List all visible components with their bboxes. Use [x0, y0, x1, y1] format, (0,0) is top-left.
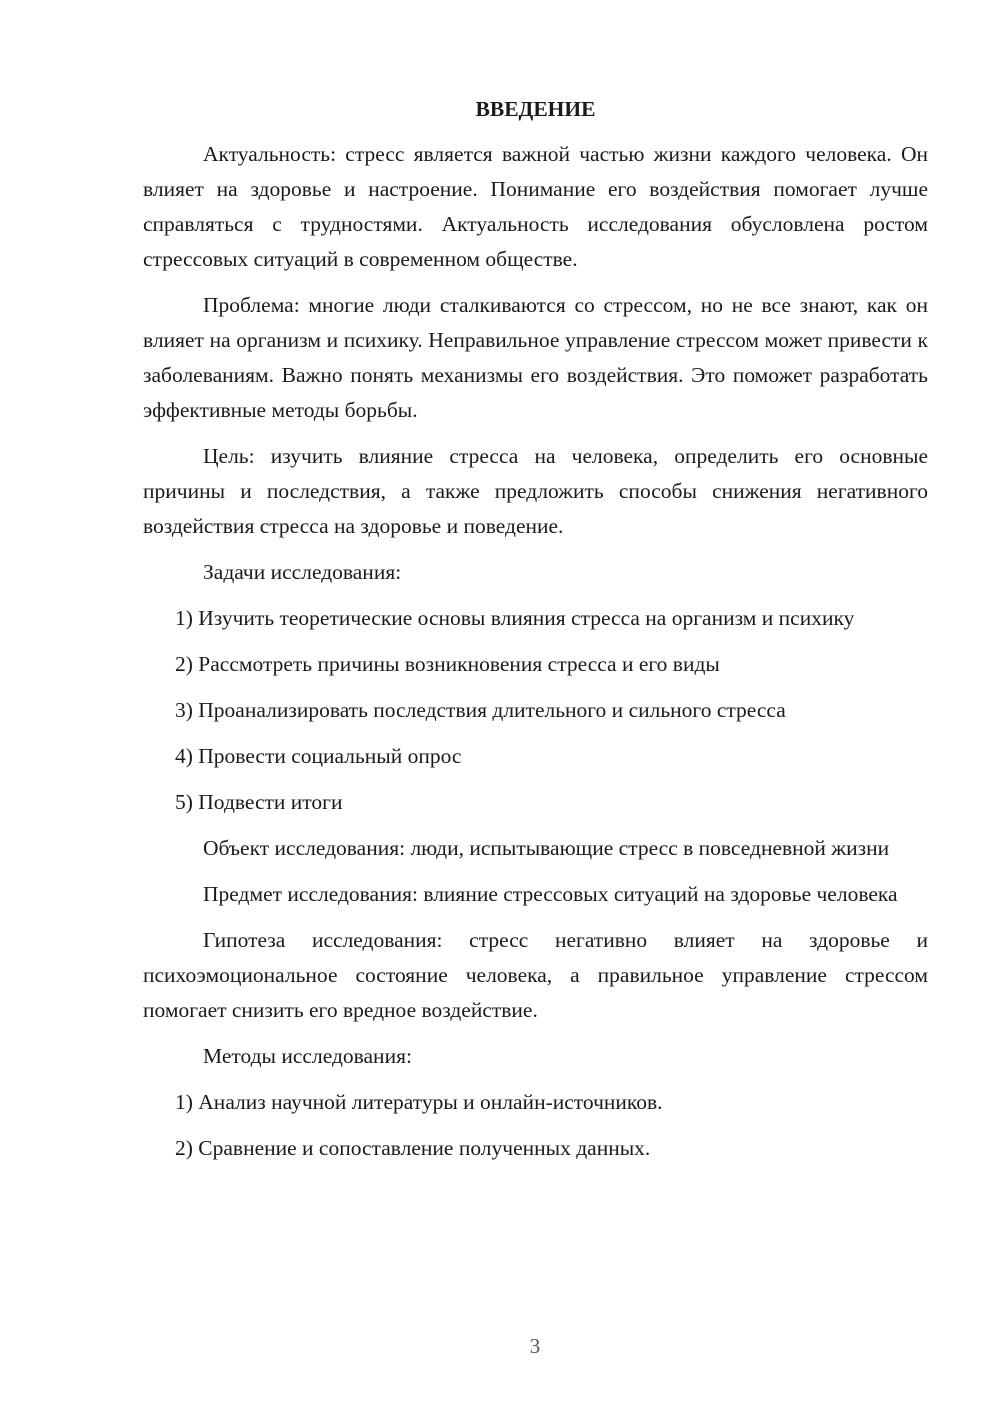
document-title: ВВЕДЕНИЕ	[475, 97, 596, 121]
list-item: 2) Рассмотреть причины возникновения стресса и его виды	[175, 652, 720, 676]
paragraph-subject: Предмет исследования: влияние стрессовых ситуаций на здоровье человека	[203, 882, 898, 906]
page-number: 3	[529, 1334, 541, 1358]
paragraph-relevance: Актуальность: стресс является важной частью жизни каждого человека. Он влияет на здоровье и настроение. Понимание его воздействия помогает лучше справляться с трудностями. Актуальность исследования обусловлена ростом стрессовых ситуаций в современном обществе.	[143, 142, 928, 271]
paragraph-problem: Проблема: многие люди сталкиваются со стрессом, но не все знают, как он влияет на организм и психику. Неправильное управление стрессом может привести к заболеваниям. Важно понять механизмы его воздействия. Это поможет разработать эффективные методы борьбы.	[143, 293, 928, 422]
paragraph-hypothesis: Гипотеза исследования: стресс негативно влияет на здоровье и психоэмоциональное состояние человека, а правильное управление стрессом помогает снизить его вредное воздействие.	[143, 928, 928, 1022]
list-item: 1) Изучить теоретические основы влияния стресса на организм и психику	[175, 606, 855, 630]
list-item: 2) Сравнение и сопоставление полученных данных.	[175, 1136, 651, 1160]
list-item: 1) Анализ научной литературы и онлайн-источников.	[175, 1090, 663, 1114]
tasks-heading: Задачи исследования:	[203, 560, 402, 584]
list-item: 3) Проанализировать последствия длительного и сильного стресса	[175, 698, 786, 722]
paragraph-object: Объект исследования: люди, испытывающие стресс в повседневной жизни	[203, 836, 890, 860]
list-item: 5) Подвести итоги	[175, 790, 343, 814]
document-page	[143, 92, 928, 1177]
methods-heading: Методы исследования:	[203, 1044, 412, 1068]
tasks-list	[143, 601, 928, 820]
list-item: 4) Провести социальный опрос	[175, 744, 462, 768]
methods-list	[143, 1085, 928, 1166]
paragraph-goal: Цель: изучить влияние стресса на человека, определить его основные причины и последствия, а также предложить способы снижения негативного воздействия стресса на здоровье и поведение.	[143, 444, 928, 538]
